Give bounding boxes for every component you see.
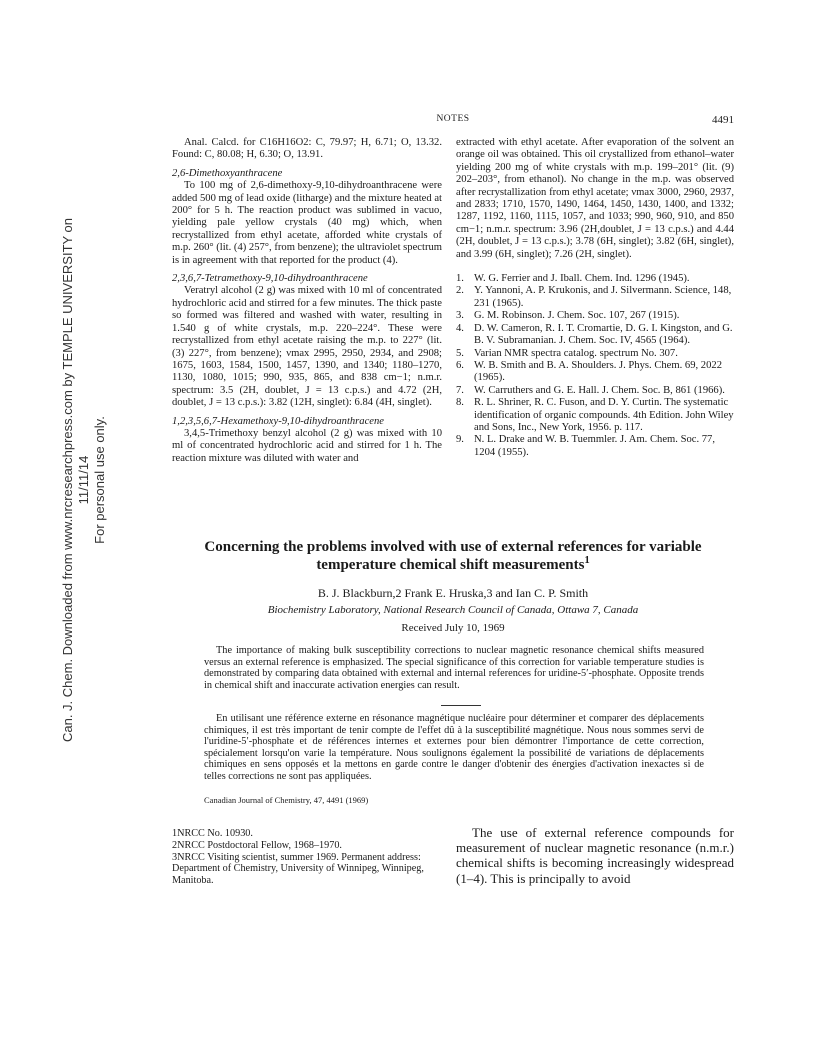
section-heading-tetramethoxy: 2,3,6,7-Tetramethoxy-9,10-dihydroanthracene — [172, 273, 368, 285]
running-head-title: NOTES — [436, 114, 470, 124]
reference-list — [456, 273, 734, 459]
article-title — [172, 538, 734, 574]
reference-item — [456, 323, 734, 348]
reference-item — [456, 285, 734, 310]
download-watermark — [60, 200, 107, 760]
intro-paragraph — [456, 825, 734, 886]
title-footnote-marker: 1 — [584, 555, 590, 566]
reference-text: W. Carruthers and G. E. Hall. J. Chem. Soc. B, 861 (1966). — [474, 384, 725, 396]
reference-text: W. G. Ferrier and J. Iball. Chem. Ind. 1296 (1945). — [474, 273, 690, 285]
reference-item — [456, 348, 734, 360]
section-heading-dimethoxyanthracene: 2,6-Dimethoxyanthracene — [172, 167, 283, 179]
page-number: 4491 — [712, 114, 734, 126]
reference-number: 5. — [456, 347, 464, 359]
footnote-1: 1NRCC No. 10930. — [172, 828, 253, 839]
reference-number: 7. — [456, 384, 464, 396]
journal-citation: Canadian Journal of Chemistry, 47, 4491 (1969) — [204, 795, 369, 805]
abstract-english-text: The importance of making bulk susceptibility corrections to nuclear magnetic resonance chemical shifts measured versus an external reference is emphasized. The special significance of this correction for variable temperature studies is demonstrated by comparing data obtained with external and internal references for uridine-5′-phosphate. Opposite trends in chemical shift and inaccurate activation energies can result. — [204, 645, 704, 691]
reference-text: Y. Yannoni, A. P. Krukonis, and J. Silvermann. Science, 148, 231 (1965). — [474, 285, 732, 309]
left-column — [172, 137, 442, 465]
section-text-dimethoxyanthracene: To 100 mg of 2,6-dimethoxy-9,10-dihydroanthracene were added 500 mg of lead oxide (litharge) and the mixture heated at 200° for 5 h. The reaction product was sublimed in vacuo, yielding pale yellow crystals (40 mg) which, when recrystallized from ethyl acetate, afforded white crystals of m.p. 260° (lit. (4) 257°, from benzene); the ultraviolet spectrum is in agreement with that reported for the product (4). — [172, 180, 443, 266]
reference-number: 1. — [456, 273, 464, 285]
reference-number: 9. — [456, 434, 464, 446]
reference-number: 2. — [456, 285, 464, 297]
reference-number: 4. — [456, 322, 464, 334]
anal-paragraph: Anal. Calcd. for C16H16O2: C, 79.97; H, 6.71; O, 13.32. Found: C, 80.08; H, 6.30; O, 13.91. — [172, 137, 442, 161]
authors: B. J. Blackburn,2 Frank E. Hruska,3 and Ian C. P. Smith — [317, 586, 589, 600]
abstract-french — [204, 713, 704, 783]
reference-item — [456, 360, 734, 385]
reference-text: Varian NMR spectra catalog. spectrum No. 307. — [474, 347, 678, 359]
reference-text: N. L. Drake and W. B. Tuemmler. J. Am. Chem. Soc. 77, 1204 (1955). — [474, 434, 716, 458]
continuation-paragraph: extracted with ethyl acetate. After evaporation of the solvent an orange oil was obtained. This oil crystallized from ethanol–water yielding 200 mg of white crystals with m.p. 199–201° (lit. (9) 202–203°, from ethanol). No change in the m.p. was observed after recrystallization from ethyl acetate; νmax 3000, 2960, 2937, and 2833; 1710, 1570, 1490, 1464, 1450, 1430, 1400, and 1332; 1287, 1192, 1160, 1115, 1057, and 1033; 990, 960, 910, and 850 cm−1; n.m.r. spectrum: 3.96 (2H,doublet, J = 13 c.p.s.) and 4.44 (2H, doublet, J = 13 c.p.s.); 3.78 (6H, singlet); 3.82 (6H, singlet), and 3.99 (6H, singlet); 7.26 (2H, singlet). — [456, 137, 734, 260]
footnotes — [172, 828, 444, 887]
footnote-3: 3NRCC Visiting scientist, summer 1969. Permanent address: Department of Chemistry, University of Winnipeg, Winnipeg, Manitoba. — [172, 851, 424, 887]
abstract-divider — [441, 705, 481, 706]
reference-item — [456, 273, 734, 285]
section-text-tetramethoxy: Veratryl alcohol (2 g) was mixed with 10 ml of concentrated hydrochloric acid and stirred for a few minutes. The thick paste so formed was filtered and washed with water, resulting in 1.540 g of white crystals, m.p. 220–224°. These were recrystallized from ethyl acetate raising the m.p. to 227° (lit. (3) 227°, from benzene); νmax 2995, 2950, 2934, and 2908; 1675, 1603, 1584, 1500, 1457, 1390, and 1340; 1180–1270, 1130, 1080, 1015; 990, 935, 865, and 838 cm−1; n.m.r. spectrum: 3.5 (2H, doublet, J = 13 c.p.s.) and 4.72 (2H, doublet, J = 13 c.p.s.): 3.82 (12H, singlet): 6.84 (4H, singlet). — [172, 285, 442, 409]
received-date: Received July 10, 1969 — [401, 622, 505, 634]
reference-item — [456, 434, 734, 459]
reference-number: 3. — [456, 310, 464, 322]
reference-text: D. W. Cameron, R. I. T. Cromartie, D. G. I. Kingston, and G. B. V. Subramanian. J. Chem. Soc. IV, 4565 (1964). — [474, 322, 733, 347]
reference-number: 8. — [456, 397, 464, 409]
reference-item — [456, 397, 734, 434]
reference-text: R. L. Shriner, R. C. Fuson, and D. Y. Curtin. The systematic identification of organic compounds. 4th Edition. John Wiley and Sons, Inc., New York, 1956. p. 117. — [474, 397, 734, 433]
reference-item — [456, 385, 734, 397]
watermark-line-2: For personal use only. — [92, 416, 107, 544]
article-title-text: Concerning the problems involved with use of external references for variable temperature chemical shift measurements — [204, 539, 702, 573]
reference-text: W. B. Smith and B. A. Shoulders. J. Phys. Chem. 69, 2022 (1965). — [474, 359, 722, 384]
reference-item — [456, 310, 734, 322]
watermark-line-1: Can. J. Chem. Downloaded from www.nrcresearchpress.com by TEMPLE UNIVERSITY on 11/11/14 — [60, 217, 91, 743]
section-text-hexamethoxy: 3,4,5-Trimethoxy benzyl alcohol (2 g) was mixed with 10 ml of concentrated hydrochloric acid and stirred for 1 h. The reaction mixture was diluted with water and — [172, 427, 442, 464]
abstract-french-text: En utilisant une référence externe en résonance magnétique nucléaire pour déterminer et comparer des déplacements chimiques, il est très important de tenir compte de l'effet dû à la susceptibilité magnétique. Nous nous sommes servi de l'uridine-5′-phosphate et de références internes et externes pour bien démontrer l'importance de cette correction, spécialement lorsqu'on varie la température. Nous soulignons également la possibilité de variations de déplacements chimiques en sens opposés et la mettons en garde contre le danger d'obtenir des énergies d'activation inexactes si de telles corrections ne sont pas appliquées. — [204, 713, 704, 782]
footnote-2: 2NRCC Postdoctoral Fellow, 1968–1970. — [172, 839, 342, 851]
right-column — [456, 137, 734, 459]
reference-number: 6. — [456, 359, 464, 371]
intro-text: The use of external reference compounds for measurement of nuclear magnetic resonance (n.m.r.) chemical shifts is becoming increasingly widespread (1–4). This is principally to avoid — [456, 825, 734, 886]
section-heading-hexamethoxy: 1,2,3,5,6,7-Hexamethoxy-9,10-dihydroanthracene — [172, 415, 385, 427]
abstract-english — [204, 645, 704, 691]
reference-text: G. M. Robinson. J. Chem. Soc. 107, 267 (1915). — [474, 310, 680, 322]
affiliation: Biochemistry Laboratory, National Research Council of Canada, Ottawa 7, Canada — [267, 604, 639, 616]
